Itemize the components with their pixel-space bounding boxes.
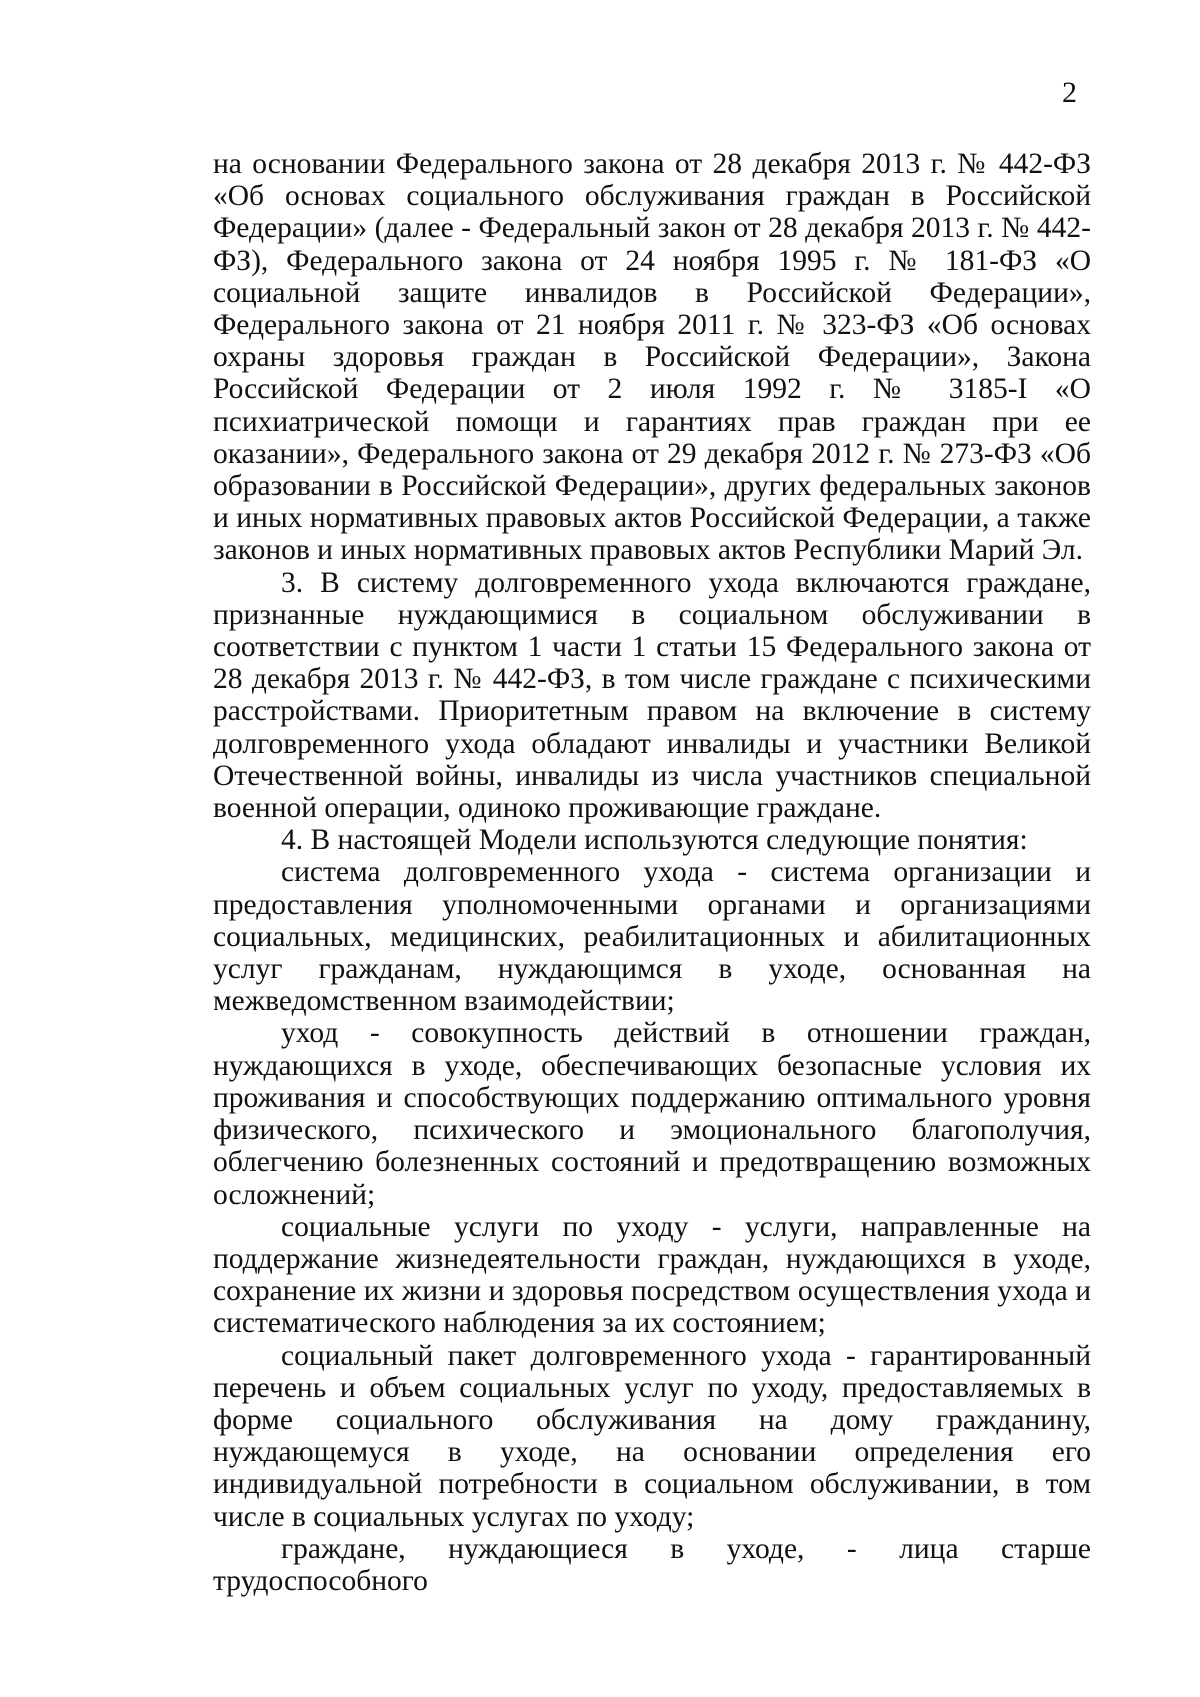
paragraph-legal-basis: на основании Федерального закона от 28 декабря 2013 г. № 442-ФЗ «Об основах социального обслуживания граждан в Российской Федерации» (далее - Федеральный закон от 28 декабря 2013 г. № 442-ФЗ), Федерального закона от 24 ноября 1995 г. № 181-ФЗ «О социальной защите инвалидов в Российской Федерации», Федерального закона от 21 ноября 2011 г. № 323-ФЗ «Об основах охраны здоровья граждан в Российской Федерации», Закона Российской Федерации от 2 июля 1992 г. № 3185-I «О психиатрической помощи и гарантиях прав граждан при ее оказании», Федерального закона от 29 декабря 2012 г. № 273-ФЗ «Об образовании в Российской Федерации», других федеральных законов и иных нормативных правовых актов Российской Федерации, а также законов и иных нормативных правовых актов Республики Марий Эл. <box>213 148 1091 567</box>
definition-social-care-services: социальные услуги по уходу - услуги, направленные на поддержание жизнедеятельности граждан, нуждающихся в уходе, сохранение их жизни и здоровья посредством осуществления ухода и систематического наблюдения за их состоянием; <box>213 1210 1091 1340</box>
definition-social-package: социальный пакет долговременного ухода - гарантированный перечень и объем социальных услуг по уходу, предоставляемых в форме социального обслуживания на дому гражданину, нуждающемуся в уходе, на основании определения его индивидуальной потребности в социальном обслуживании, в том числе в социальных услугах по уходу; <box>213 1339 1091 1533</box>
definition-long-term-care-system: система долговременного ухода - система организации и предоставления уполномоченными органами и организациями социальных, медицинских, реабилитационных и абилитационных услуг гражданам, нуждающимся в уходе, основанная на межведомственном взаимодействии; <box>213 856 1091 1018</box>
definition-citizens-in-need: граждане, нуждающиеся в уходе, - лица старше трудоспособного <box>213 1532 1091 1597</box>
document-body <box>213 148 1091 1597</box>
paragraph-item-3: 3. В систему долговременного ухода включаются граждане, признанные нуждающимися в социальном обслуживании в соответствии с пунктом 1 части 1 статьи 15 Федерального закона от 28 декабря 2013 г. № 442-ФЗ, в том числе граждане с психическими расстройствами. Приоритетным правом на включение в систему долговременного ухода обладают инвалиды и участники Великой Отечественной войны, инвалиды из числа участников специальной военной операции, одиноко проживающие граждане. <box>213 566 1091 825</box>
page-number: 2 <box>1062 76 1077 109</box>
paragraph-item-4: 4. В настоящей Модели используются следующие понятия: <box>281 824 1028 857</box>
definition-care: уход - совокупность действий в отношении граждан, нуждающихся в уходе, обеспечивающих безопасные условия их проживания и способствующих поддержанию оптимального уровня физического, психического и эмоционального благополучия, облегчению болезненных состояний и предотвращению возможных осложнений; <box>213 1017 1091 1211</box>
